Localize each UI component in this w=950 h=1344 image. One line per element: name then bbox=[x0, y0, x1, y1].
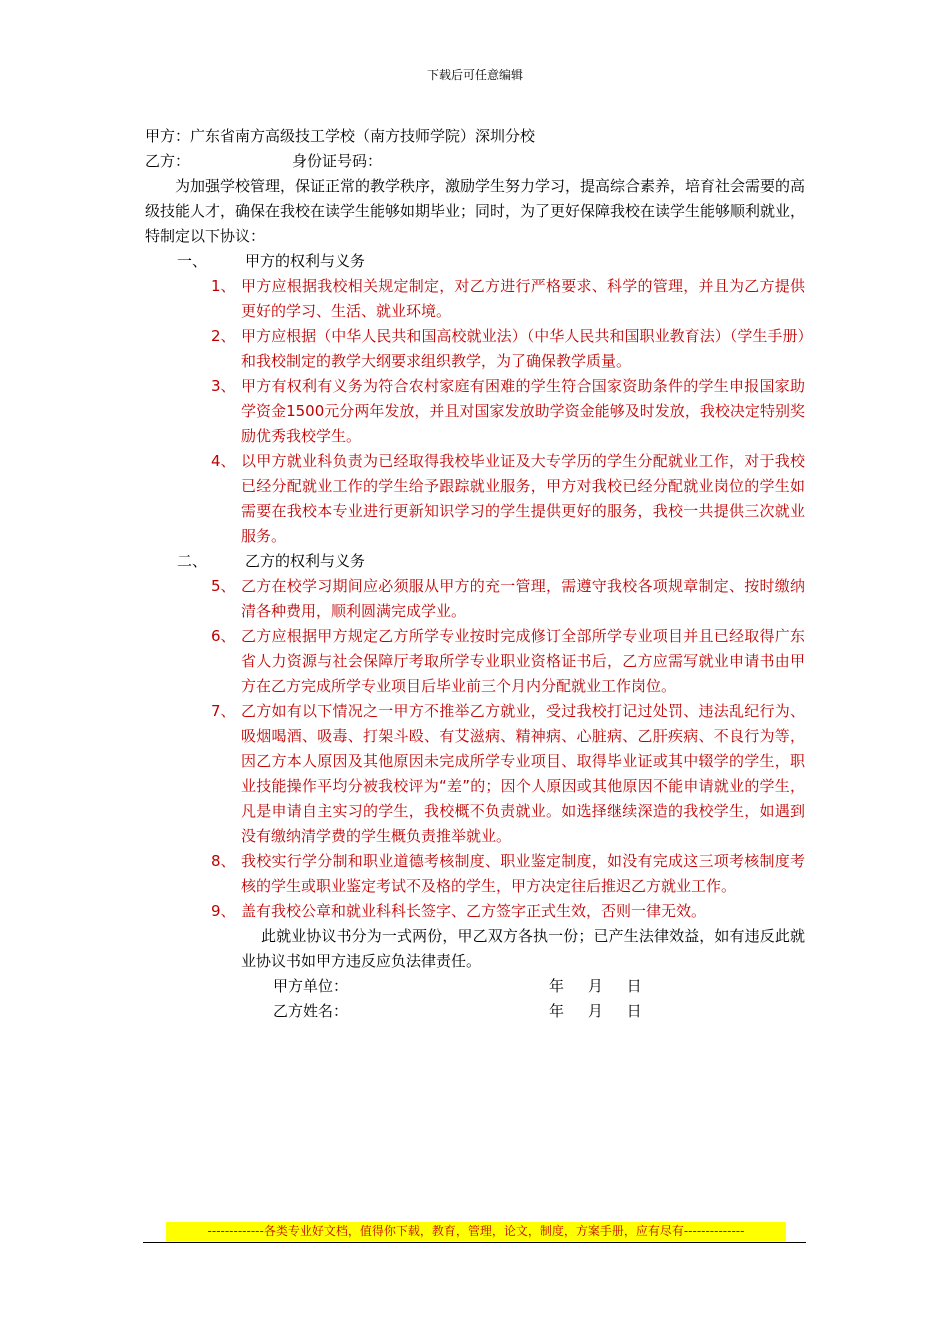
party-b-line bbox=[145, 149, 805, 174]
section-title: 乙方的权利与义务 bbox=[245, 552, 366, 570]
footer-banner: -------------各类专业好文档，值得你下载，教育，管理，论文，制度，方案手册，应有尽有-------------- bbox=[166, 1222, 786, 1241]
closing-paragraph: 此就业协议书分为一式两份，甲乙双方各执一份；已产生法律效益，如有违反此就业协议书如甲方违反应负法律责任。 bbox=[241, 927, 805, 970]
footer-divider bbox=[143, 1242, 806, 1243]
list-item bbox=[145, 624, 805, 699]
page-header: 下载后可任意编辑 bbox=[426, 68, 523, 82]
party-a-line: 甲方：广东省南方高级技工学校（南方技师学院）深圳分校 bbox=[145, 127, 536, 145]
signature-date: 年 月 日 bbox=[549, 1002, 642, 1020]
item-number: 6、 bbox=[211, 627, 236, 645]
id-number-label: 身份证号码： bbox=[292, 152, 383, 170]
item-number: 3、 bbox=[211, 377, 236, 395]
item-number: 1、 bbox=[211, 277, 236, 295]
list-item bbox=[145, 324, 805, 374]
item-text: 甲方应根据（中华人民共和国高校就业法）（中华人民共和国职业教育法）（学生手册）和我校制定的教学大纲要求组织教学，为了确保教学质量。 bbox=[241, 327, 805, 370]
item-text: 乙方如有以下情况之一甲方不推举乙方就业，受过我校打记过处罚、违法乱纪行为、吸烟喝酒、吸毒、打架斗殴、有艾滋病、精神病、心脏病、乙肝疾病、不良行为等，因乙方本人原因及其他原因未完成所学专业项目、取得毕业证或其中辍学的学生，职业技能操作平均分被我校评为“差”的；因个人原因或其他原因不能申请就业的学生，凡是申请自主实习的学生，我校概不负责就业。如选择继续深造的我校学生，如遇到没有缴纳清学费的学生概负责推举就业。 bbox=[241, 702, 805, 845]
signature-date: 年 月 日 bbox=[549, 977, 642, 995]
list-item bbox=[145, 449, 805, 549]
item-number: 5、 bbox=[211, 577, 236, 595]
item-number: 9、 bbox=[211, 902, 236, 920]
section-number: 二、 bbox=[177, 552, 208, 570]
item-number: 4、 bbox=[211, 452, 236, 470]
list-item bbox=[145, 899, 805, 924]
item-text: 我校实行学分制和职业道德考核制度、职业鉴定制度，如没有完成这三项考核制度考核的学生或职业鉴定考试不及格的学生，甲方决定往后推迟乙方就业工作。 bbox=[241, 852, 805, 895]
signature-line-party-a bbox=[145, 974, 805, 999]
section-number: 一、 bbox=[177, 252, 208, 270]
list-item bbox=[145, 374, 805, 449]
item-text: 盖有我校公章和就业科科长签字、乙方签字正式生效，否则一律无效。 bbox=[241, 902, 707, 920]
list-item bbox=[145, 849, 805, 899]
item-number: 7、 bbox=[211, 702, 236, 720]
item-text: 乙方在校学习期间应必须服从甲方的充一管理，需遵守我校各项规章制定、按时缴纳清各种费用，顺利圆满完成学业。 bbox=[241, 577, 805, 620]
signature-label: 甲方单位： bbox=[273, 977, 349, 995]
section-heading-party-b bbox=[177, 549, 805, 574]
signature-label: 乙方姓名： bbox=[273, 1002, 349, 1020]
item-text: 甲方有权利有义务为符合农村家庭有困难的学生符合国家资助条件的学生申报国家助学资金1500元分两年发放，并且对国家发放助学资金能够及时发放，我校决定特别奖励优秀我校学生。 bbox=[241, 377, 805, 445]
item-number: 8、 bbox=[211, 852, 236, 870]
item-text: 乙方应根据甲方规定乙方所学专业按时完成修订全部所学专业项目并且已经取得广东省人力资源与社会保障厅考取所学专业职业资格证书后，乙方应需写就业申请书由甲方在乙方完成所学专业项目后毕业前三个月内分配就业工作岗位。 bbox=[241, 627, 805, 695]
agreement-body bbox=[145, 124, 805, 1024]
list-item bbox=[145, 574, 805, 624]
item-text: 以甲方就业科负责为已经取得我校毕业证及大专学历的学生分配就业工作，对于我校已经分配就业工作的学生给予跟踪就业服务，甲方对我校已经分配就业岗位的学生如需要在我校本专业进行更新知识学习的学生提供更好的服务，我校一共提供三次就业服务。 bbox=[241, 452, 805, 545]
signature-line-party-b bbox=[145, 999, 805, 1024]
list-item bbox=[145, 274, 805, 324]
item-text: 甲方应根据我校相关规定制定，对乙方进行严格要求、科学的管理，并且为乙方提供更好的学习、生活、就业环境。 bbox=[241, 277, 805, 320]
intro-paragraph: 为加强学校管理，保证正常的教学秩序，激励学生努力学习，提高综合素养，培育社会需要的高级技能人才，确保在我校在读学生能够如期毕业；同时，为了更好保障我校在读学生能够顺利就业，特制定以下协议： bbox=[145, 177, 806, 245]
item-number: 2、 bbox=[211, 327, 236, 345]
list-item bbox=[145, 699, 805, 849]
party-b-label: 乙方： bbox=[145, 152, 191, 170]
section-heading-party-a bbox=[177, 249, 805, 274]
section-title: 甲方的权利与义务 bbox=[245, 252, 366, 270]
